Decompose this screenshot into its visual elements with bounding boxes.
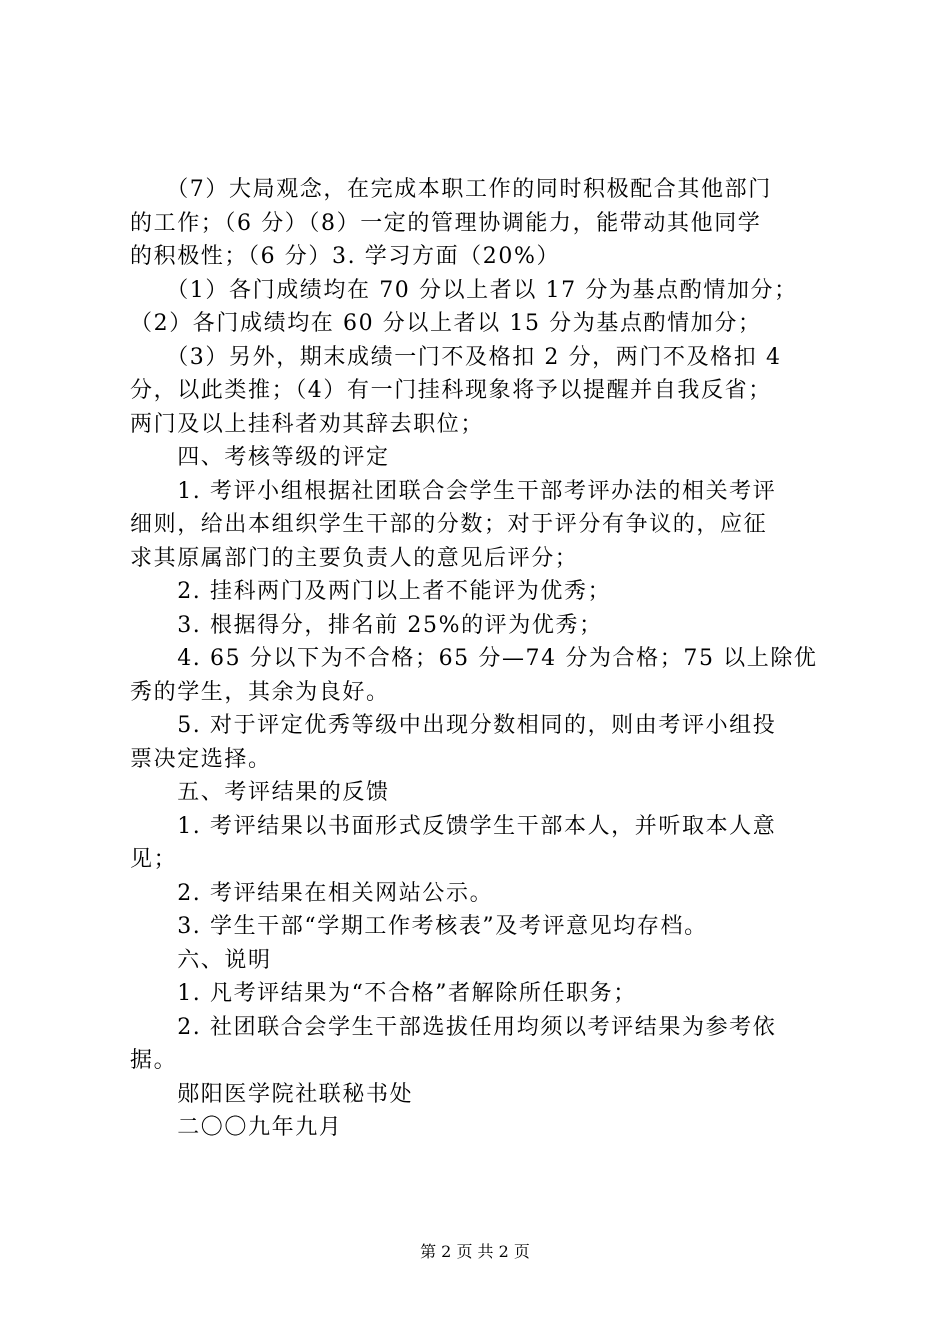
body-line: 1. 考评结果以书面形式反馈学生干部本人，并听取本人意: [130, 813, 777, 839]
body-line: 5. 对于评定优秀等级中出现分数相同的，则由考评小组投: [130, 713, 777, 738]
body-line: 1. 考评小组根据社团联合会学生干部考评办法的相关考评: [130, 478, 777, 504]
section-heading: 六、说明: [130, 947, 272, 973]
body-line: （3）另外，期末成绩一门不及格扣 2 分，两门不及格扣 4: [130, 344, 782, 370]
body-line: （1）各门成绩均在 70 分以上者以 17 分为基点酌情加分；: [130, 277, 798, 303]
body-line: 3. 学生干部“学期工作考核表”及考评意见均存档。: [130, 914, 708, 939]
page-footer: [0, 1242, 950, 1262]
body-line: 3. 根据得分，排名前 25%的评为优秀；: [130, 612, 603, 638]
signature-date: 二〇〇九年九月: [130, 1115, 343, 1140]
body-line: 2. 考评结果在相关网站公示。: [130, 880, 494, 906]
document-body: [130, 173, 840, 1145]
body-line: 分，以此类推；（4）有一门挂科现象将予以提醒并自我反省；: [130, 378, 772, 403]
body-line: 1. 凡考评结果为“不合格”者解除所任职务；: [130, 981, 637, 1006]
body-line: 的工作；（6 分）（8）一定的管理协调能力，能带动其他同学: [130, 210, 762, 236]
section-heading: 四、考核等级的评定: [130, 445, 390, 470]
page-number: 第 2 页 共 2 页: [420, 1242, 530, 1261]
body-line: 秀的学生，其余为良好。: [130, 679, 390, 705]
body-line: 据。: [130, 1048, 178, 1073]
body-line: 两门及以上挂科者劝其辞去职位；: [130, 411, 485, 437]
body-line: 见；: [130, 847, 178, 872]
body-line: 细则，给出本组织学生干部的分数；对于评分有争议的，应征: [130, 512, 768, 537]
body-line: 4. 65 分以下为不合格；65 分—74 分为合格；75 以上除优: [130, 646, 818, 671]
body-line: 2. 挂科两门及两门以上者不能评为优秀；: [130, 579, 612, 604]
signature-organization: 郧阳医学院社联秘书处: [130, 1081, 414, 1107]
body-line: 2. 社团联合会学生干部选拔任用均须以考评结果为参考依: [130, 1014, 777, 1040]
body-line: 票决定选择。: [130, 746, 272, 772]
body-line: 的积极性；（6 分）3. 学习方面（20%）: [130, 244, 561, 269]
section-heading: 五、考评结果的反馈: [130, 780, 390, 805]
body-line: 求其原属部门的主要负责人的意见后评分；: [130, 545, 579, 571]
body-line: （7）大局观念，在完成本职工作的同时积极配合其他部门: [130, 177, 772, 202]
body-line: （2）各门成绩均在 60 分以上者以 15 分为基点酌情加分；: [130, 311, 762, 336]
